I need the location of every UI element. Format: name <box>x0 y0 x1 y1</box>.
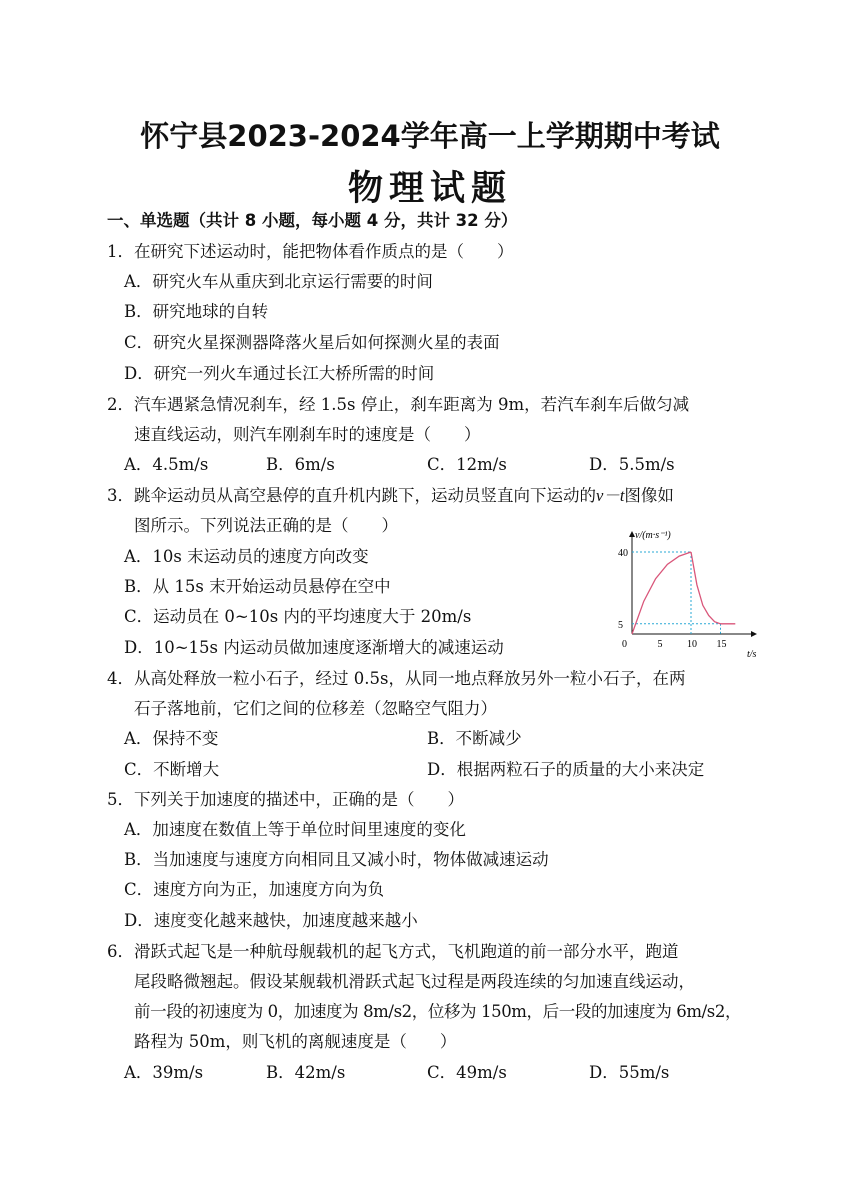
q3-vt-symbol: v－t <box>596 486 625 505</box>
x-tick-label: 10 <box>687 639 697 650</box>
section-heading: 一、单选题（共计 8 小题，每小题 4 分，共计 32 分） <box>107 211 518 230</box>
x-tick-label: 5 <box>657 639 663 650</box>
q1-option-c: C．研究火星探测器降落火星后如何探测火星的表面 <box>124 333 500 352</box>
q3-stem-text: 3．跳伞运动员从高空悬停的直升机内跳下，运动员竖直向下运动的 <box>107 486 596 505</box>
q5-option-b: B．当加速度与速度方向相同且又减小时，物体做减速运动 <box>124 850 549 869</box>
x-axis-label: t/s <box>747 649 757 660</box>
q4-option-a: A．保持不变 <box>124 729 219 748</box>
q3-stem-line2: 图所示。下列说法正确的是（ ） <box>134 516 398 535</box>
q6-option-c: C．49m/s <box>427 1063 507 1082</box>
q6-stem-line1: 6．滑跃式起飞是一种航母舰载机的起飞方式，飞机跑道的前一部分水平，跑道 <box>107 942 679 961</box>
q1-option-b: B．研究地球的自转 <box>124 302 269 321</box>
velocity-curve-2 <box>691 552 735 624</box>
q6-option-d: D．55m/s <box>589 1063 670 1082</box>
q6-stem-line4: 路程为 50m，则飞机的离舰速度是（ ） <box>134 1032 457 1051</box>
y-tick-label: 40 <box>618 548 628 559</box>
q2-stem-line2: 速直线运动，则汽车刚刹车时的速度是（ ） <box>134 425 481 444</box>
q6-option-b: B．42m/s <box>266 1063 346 1082</box>
x-tick-label: 15 <box>716 639 727 650</box>
q5-stem: 5．下列关于加速度的描述中，正确的是（ ） <box>107 790 464 809</box>
q3-stem-line1 <box>107 484 674 508</box>
y-axis-label: v/(m·s⁻¹) <box>635 530 671 541</box>
q3-option-b: B．从 15s 末开始运动员悬停在空中 <box>124 577 391 596</box>
q3-option-d: D．10~15s 内运动员做加速度逐渐增大的减速运动 <box>124 638 504 657</box>
q1-stem: 1．在研究下述运动时，能把物体看作质点的是（ ） <box>107 242 514 261</box>
q3-stem-text-end: 图像如 <box>624 486 674 505</box>
q1-option-a: A．研究火车从重庆到北京运行需要的时间 <box>124 272 433 291</box>
y-tick-label: 5 <box>618 619 623 631</box>
exam-title: 怀宁县2023-2024学年高一上学期期中考试 <box>140 119 720 153</box>
vt-chart <box>604 524 764 664</box>
q6-stem-line2: 尾段略微翘起。假设某舰载机滑跃式起飞过程是两段连续的匀加速直线运动， <box>134 972 695 991</box>
q3-option-c: C．运动员在 0~10s 内的平均速度大于 20m/s <box>124 607 472 626</box>
q2-option-d: D．5.5m/s <box>589 455 675 474</box>
q6-option-a: A．39m/s <box>124 1063 204 1082</box>
q4-stem-line2: 石子落地前，它们之间的位移差（忽略空气阻力） <box>134 699 497 718</box>
q5-option-c: C．速度方向为正，加速度方向为负 <box>124 880 385 899</box>
q5-option-d: D．速度变化越来越快，加速度越来越小 <box>124 911 418 930</box>
q4-option-c: C．不断增大 <box>124 760 220 779</box>
q4-stem-line1: 4．从高处释放一粒小石子，经过 0.5s，从同一地点释放另外一粒小石子，在两 <box>107 669 686 688</box>
q6-stem-line3: 前一段的初速度为 0，加速度为 8m/s2，位移为 150m，后一段的加速度为 6m/s2， <box>134 1002 742 1021</box>
q2-option-c: C．12m/s <box>427 455 507 474</box>
q2-option-a: A．4.5m/s <box>124 455 209 474</box>
q1-option-d: D．研究一列火车通过长江大桥所需的时间 <box>124 364 435 383</box>
q2-stem-line1: 2．汽车遇紧急情况刹车，经 1.5s 停止，刹车距离为 9m，若汽车刹车后做匀减 <box>107 395 690 414</box>
velocity-curve-1 <box>632 552 691 634</box>
q3-option-a: A．10s 末运动员的速度方向改变 <box>124 547 369 566</box>
q5-option-a: A．加速度在数值上等于单位时间里速度的变化 <box>124 820 466 839</box>
q2-option-b: B．6m/s <box>266 455 335 474</box>
exam-subtitle: 物理试题 <box>347 169 512 209</box>
x-tick-label: 0 <box>622 639 627 650</box>
q4-option-b: B．不断减少 <box>427 729 522 748</box>
q4-option-d: D．根据两粒石子的质量的大小来决定 <box>427 760 705 779</box>
